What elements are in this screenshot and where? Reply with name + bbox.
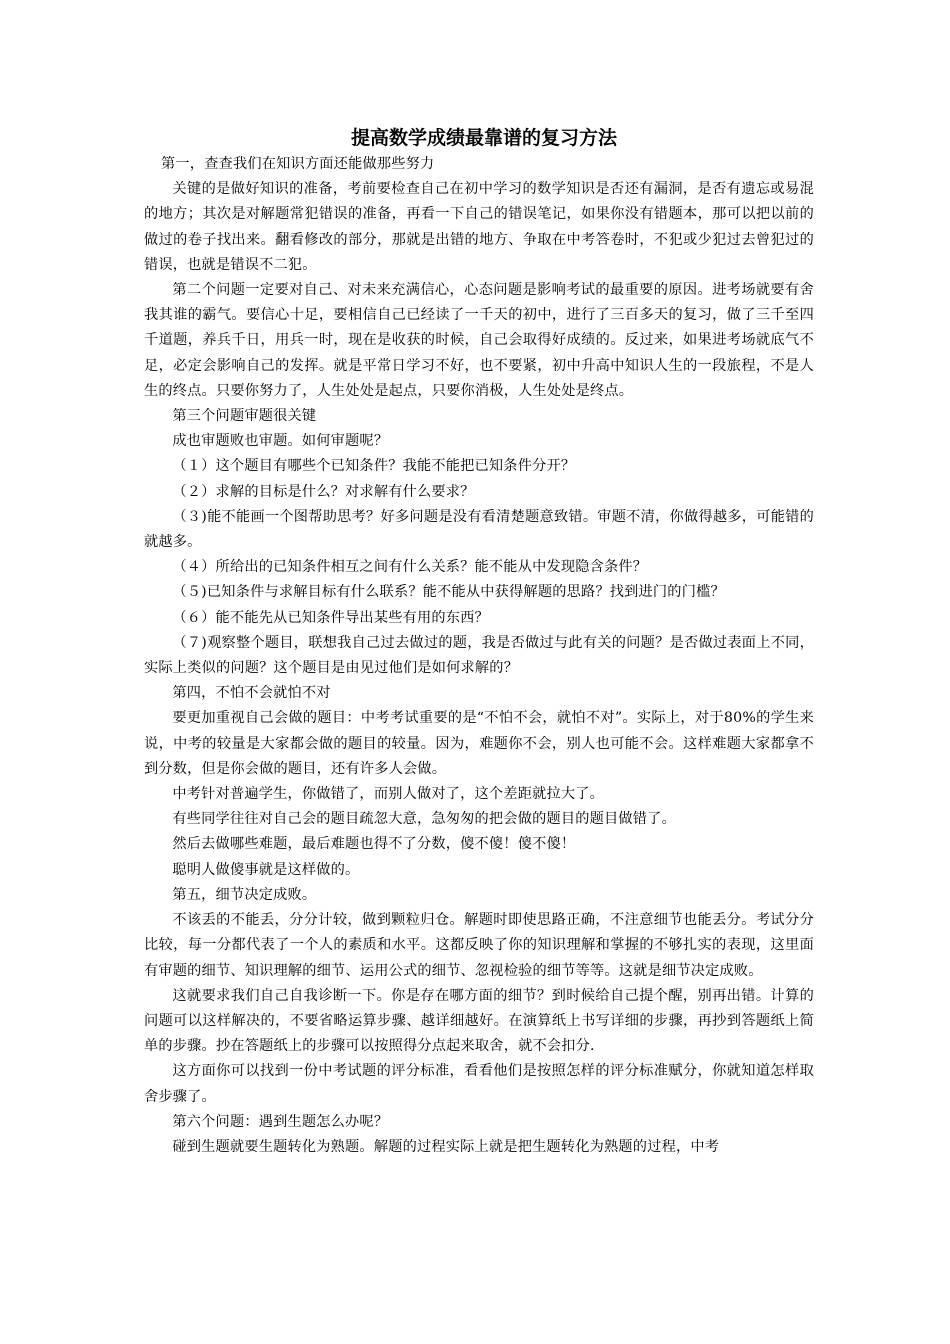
paragraph: 关键的是做好知识的准备，考前要检查自己在初中学习的数学知识是否还有漏洞，是否有遗忘或易混的地方；其次是对解题常犯错误的准备，再看一下自己的错误笔记，如果你没有错题本，那可以把以前的做过的卷子找出来。翻看修改的部分，那就是出错的地方、争取在中考答卷时，不犯或少犯过去曾犯过的错误，也就是错误不二犯。 [144, 181, 814, 273]
document-title: 提高数学成绩最靠谱的复习方法 [350, 127, 617, 149]
paragraph: 不该丢的不能丢，分分计较，做到颗粒归仓。解题时即使思路正确，不注意细节也能丢分。考试分分比较，每一分都代表了一个人的素质和水平。这都反映了你的知识理解和掌握的不够扎实的表现，这里面有审题的细节、知识理解的细节、运用公式的细节、忽视检验的细节等等。这就是细节决定成败。 [144, 912, 814, 979]
paragraph: 中考针对普遍学生，你做错了，而别人做对了，这个差距就拉大了。 [172, 786, 605, 803]
list-item: （１）这个题目有哪些个已知条件？我能不能把已知条件分开？ [172, 458, 576, 475]
list-item: （４）所给出的已知条件相互之间有什么关系？能不能从中发现隐含条件？ [172, 559, 648, 576]
paragraph: 这就要求我们自己自我诊断一下。你是存在哪方面的细节？到时候给自己提个醒，别再出错。计算的问题可以这样解决的，不要省略运算步骤、越详细越好。在演算纸上书写详细的步骤，再抄到答题纸上简单的步骤。抄在答题纸上的步骤可以按照得分点起来取舍，就不会扣分. [144, 987, 814, 1055]
paragraph: 成也审题败也审题。如何审题呢？ [172, 433, 389, 450]
section-heading-1: 第一，查查我们在知识方面还能做那些努力 [161, 156, 435, 172]
paragraph: 这方面你可以找到一份中考试题的评分标准，看看他们是按照怎样的评分标准赋分，你就知道怎样取舍步骤了。 [144, 1063, 814, 1105]
paragraph: 碰到生题就要生题转化为熟题。解题的过程实际上就是把生题转化为熟题的过程，中考 [172, 1138, 720, 1155]
list-item: （６）能不能先从已知条件导出某些有用的东西？ [172, 609, 489, 626]
list-item: （２）求解的目标是什么？对求解有什么要求？ [172, 483, 475, 500]
section-heading-6: 第六个问题：遇到生题怎么办呢？ [172, 1113, 389, 1130]
paragraph: 聪明人做傻事就是这样做的。 [172, 861, 360, 878]
list-item: （３)能不能画一个图帮助思考？好多问题是没有看清楚题意致错。审题不清，你做得越多，可能错的就越多。 [144, 508, 814, 551]
section-heading-4: 第四，不怕不会就怕不对 [172, 685, 331, 702]
paragraph: 要更加重视自己会做的题目：中考考试重要的是“不怕不会，就怕不对”。实际上，对于80%的学生来说，中考的较量是大家都会做的题目的较量。因为，难题你不会，别人也可能不会。这样难题大家都拿不到分数，但是你会做的题目，还有许多人会做。 [144, 710, 814, 777]
list-item: （５)已知条件与求解目标有什么联系？能不能从中获得解题的思路？找到进门的门槛？ [172, 584, 725, 601]
list-item: （７)观察整个题目，联想我自己过去做过的题，我是否做过与此有关的问题？是否做过表面上不同，实际上类似的问题？这个题目是由见过他们是如何求解的？ [144, 634, 814, 677]
section-heading-3: 第三个问题审题很关键 [172, 408, 317, 425]
paragraph: 然后去做哪些难题，最后难题也得不了分数，傻不傻！傻不傻！ [172, 836, 576, 853]
section-heading-5: 第五，细节决定成败。 [172, 886, 317, 903]
paragraph: 第二个问题一定要对自己、对未来充满信心，心态问题是影响考试的最重要的原因。进考场就要有舍我其谁的霸气。要信心十足，要相信自己已经读了一千天的初中，进行了三百多天的复习，做了三千至四千道题，养兵千日，用兵一时，现在是收获的时候，自己会取得好成绩的。反过来，如果进考场就底气不足，必定会影响自己的发挥。就是平常日学习不好，也不要紧，初中升高中知识人生的一段旅程，不是人生的终点。只要你努力了，人生处处是起点，只要你消极，人生处处是终点。 [144, 282, 814, 399]
document-page [144, 126, 814, 1160]
paragraph: 有些同学往往对自己会的题目疏忽大意，急匆匆的把会做的题目的题目做错了。 [172, 811, 676, 828]
